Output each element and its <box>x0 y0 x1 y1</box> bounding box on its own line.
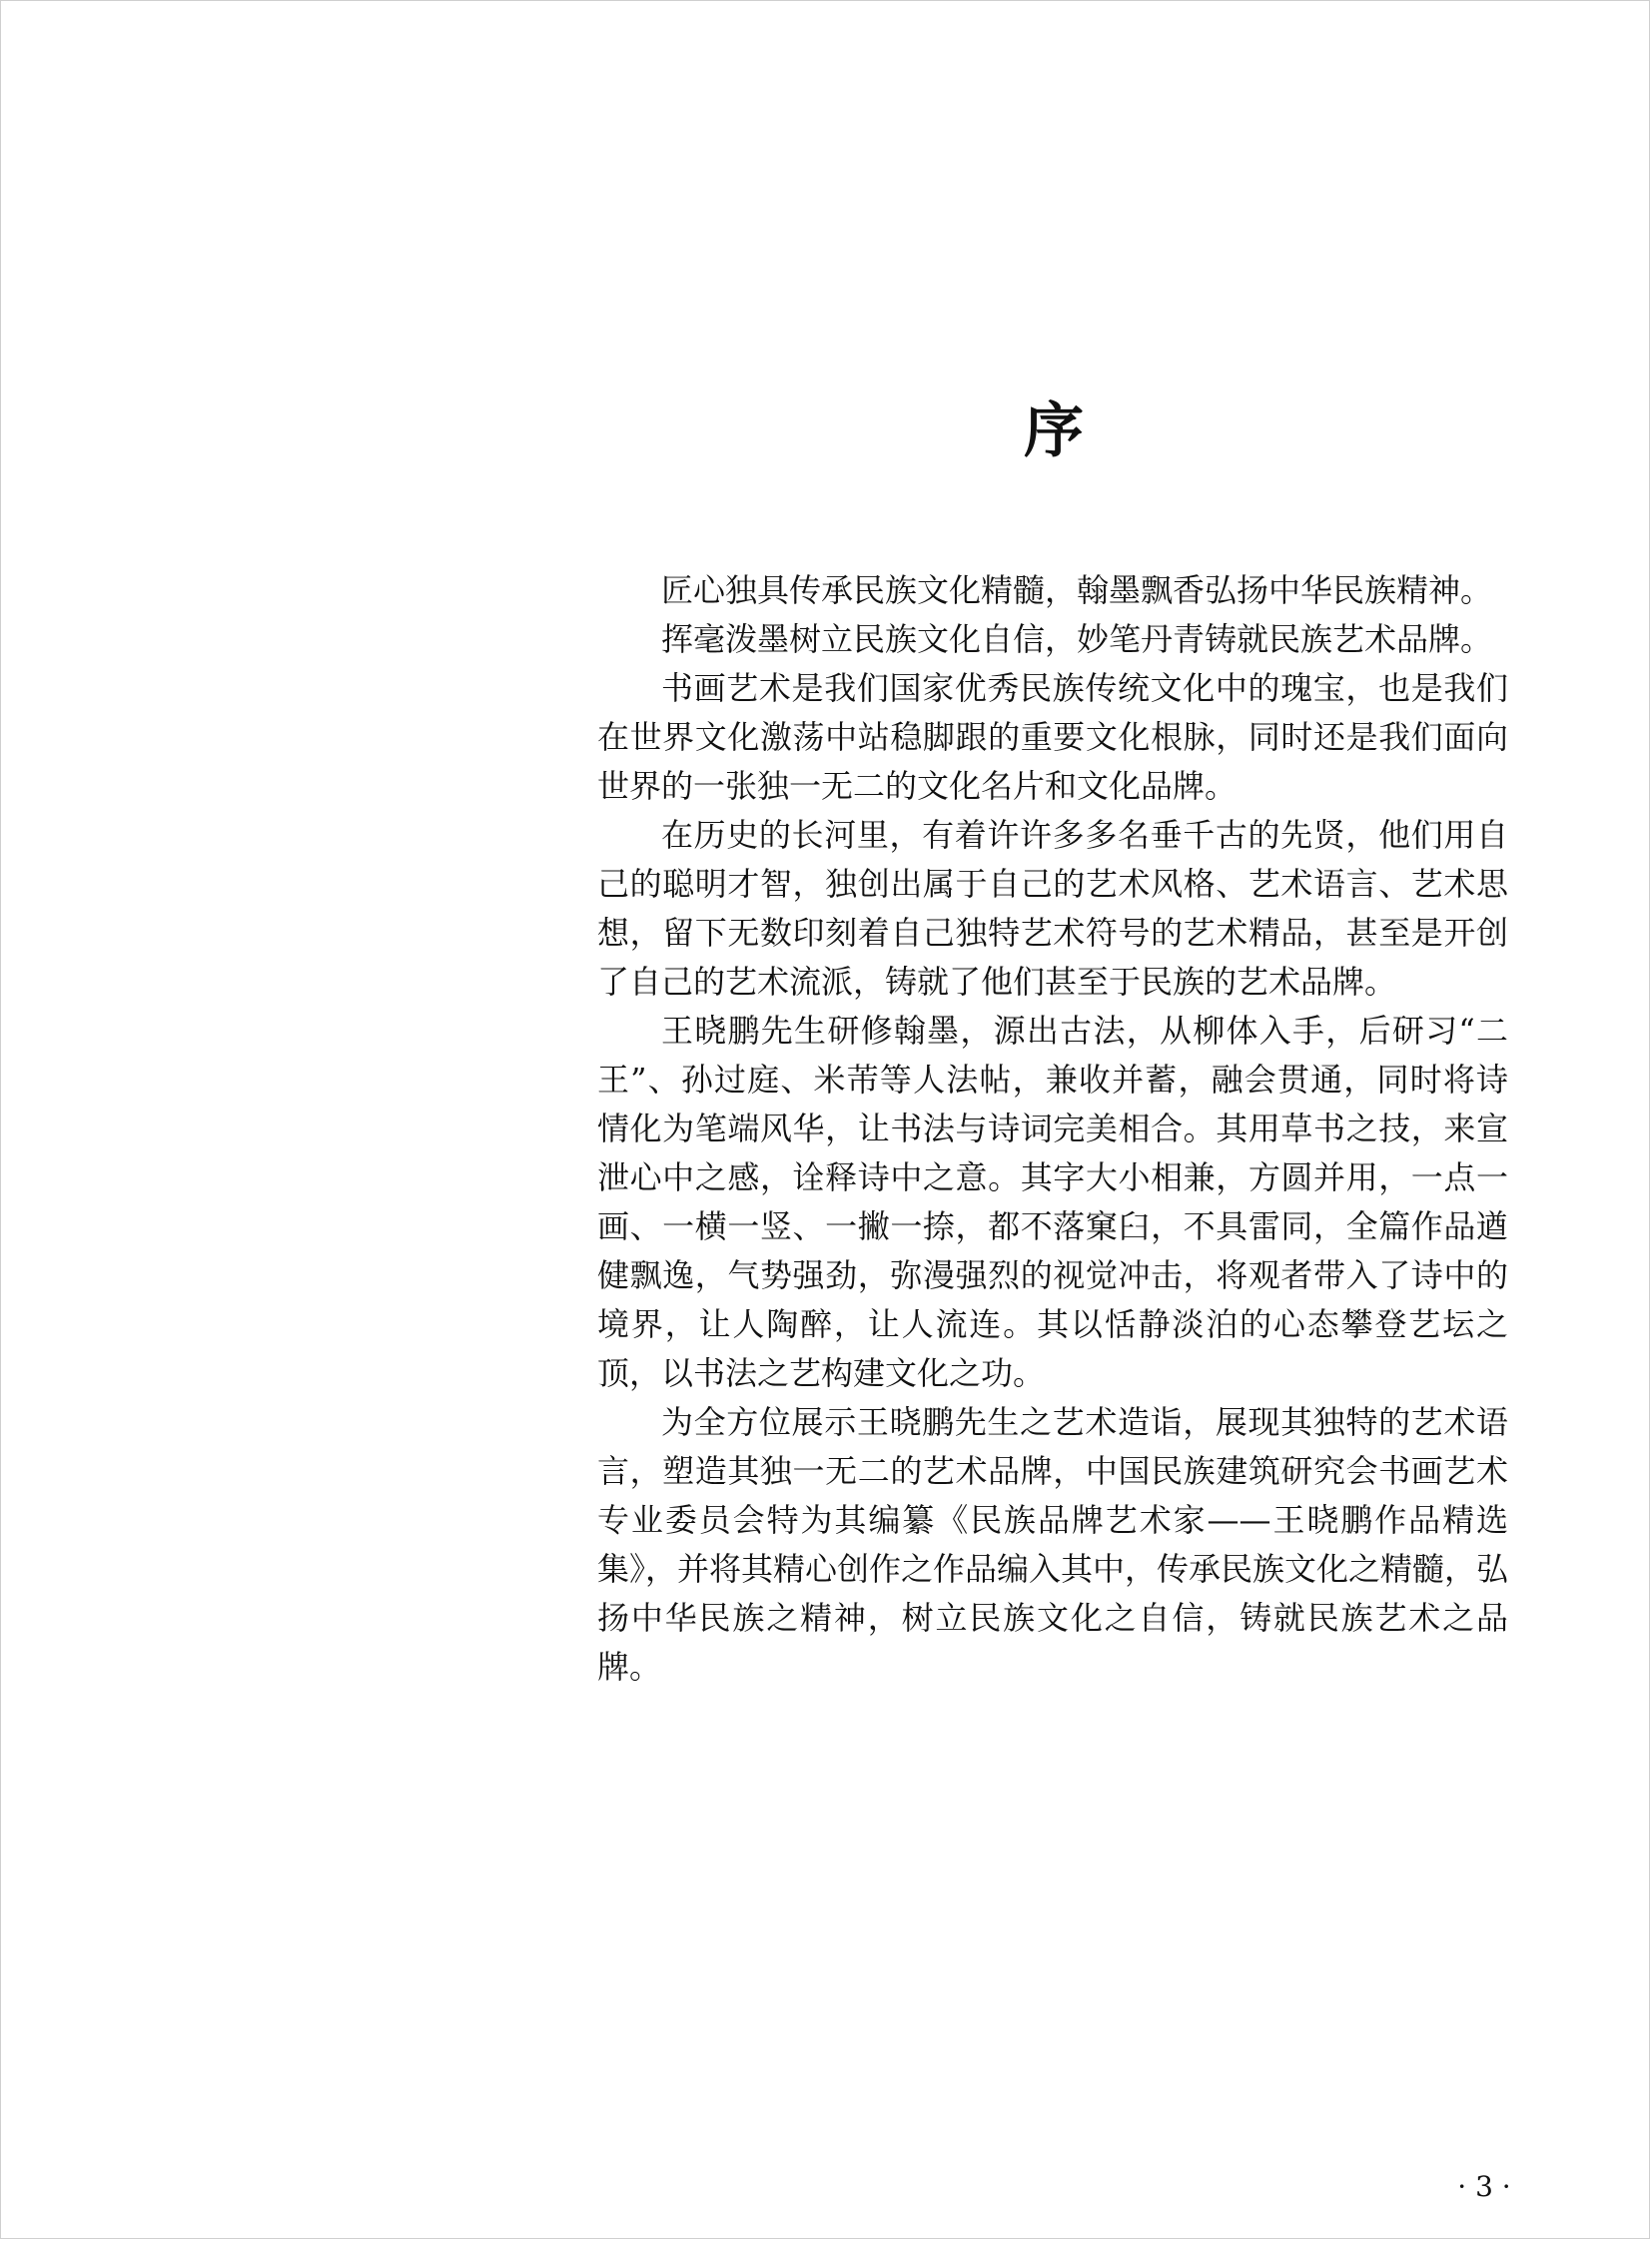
paragraph-4: 在历史的长河里，有着许许多多名垂千古的先贤，他们用自己的聪明才智，独创出属于自己的艺术风格、艺术语言、艺术思想，留下无数印刻着自己独特艺术符号的艺术精品，甚至是开创了自己的艺术流派，铸就了他们甚至于民族的艺术品牌。 <box>597 816 1508 1001</box>
paragraph-1: 匠心独具传承民族文化精髓，翰墨飘香弘扬中华民族精神。 <box>661 571 1493 609</box>
page-number: · 3 · <box>1457 2170 1511 2203</box>
paragraph-5: 王晓鹏先生研修翰墨，源出古法，从柳体入手，后研习“二王”、孙过庭、米芾等人法帖，兼收并蓄，融会贯通，同时将诗情化为笔端风华，让书法与诗词完美相合。其用草书之技，来宣泄心中之感，诠释诗中之意。其字大小相兼，方圆并用，一点一画、一横一竖、一撇一捺，都不落窠臼，不具雷同，全篇作品遒健飘逸，气势强劲，弥漫强烈的视觉冲击，将观者带入了诗中的境界，让人陶醉，让人流连。其以恬静淡泊的心态攀登艺坛之顶，以书法之艺构建文化之功。 <box>597 1012 1508 1392</box>
page-title: 序 <box>1024 396 1084 466</box>
paragraph-2: 挥毫泼墨树立民族文化自信，妙笔丹青铸就民族艺术品牌。 <box>661 620 1493 658</box>
paragraph-6: 为全方位展示王晓鹏先生之艺术造诣，展现其独特的艺术语言，塑造其独一无二的艺术品牌，中国民族建筑研究会书画艺术专业委员会特为其编纂《民族品牌艺术家——王晓鹏作品精选集》，并将其精心创作之作品编入其中，传承民族文化之精髓，弘扬中华民族之精神，树立民族文化之自信，铸就民族艺术之品牌。 <box>597 1403 1509 1686</box>
preface-body <box>597 566 1508 1692</box>
paragraph-3: 书画艺术是我们国家优秀民族传统文化中的瑰宝，也是我们在世界文化激荡中站稳脚跟的重要文化根脉，同时还是我们面向世界的一张独一无二的文化名片和文化品牌。 <box>597 669 1508 805</box>
